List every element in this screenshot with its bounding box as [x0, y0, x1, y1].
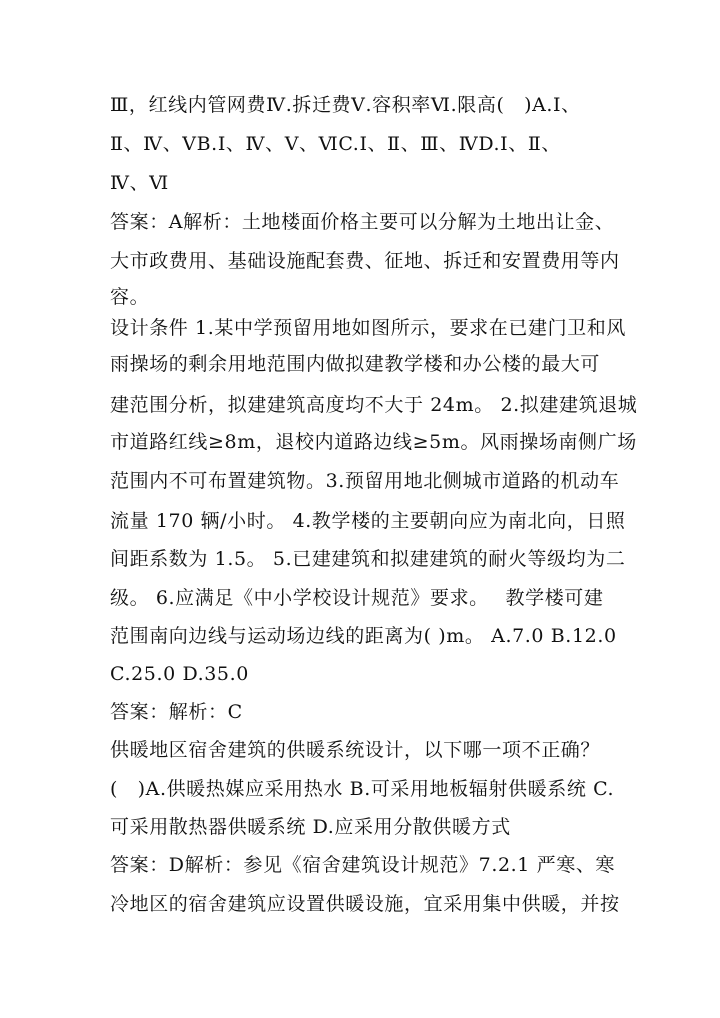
text-line: 可采用散热器供暖系统 D.应采用分散供暖方式 [110, 816, 511, 838]
text-line: 答案：D解析：参见《宿舍建筑设计规范》7.2.1 严寒、寒 [110, 854, 616, 876]
text-line: 建范围分析，拟建建筑高度均不大于 24m。 2.拟建建筑退城 [110, 394, 638, 416]
text-line: 冷地区的宿舍建筑应设置供暖设施，宜采用集中供暖，并按 [110, 893, 620, 915]
text-line: 范围内不可布置建筑物。3.预留用地北侧城市道路的机动车 [110, 470, 620, 492]
text-line: Ⅲ，红线内管网费Ⅳ.拆迁费Ⅴ.容积率Ⅵ.限高( )A.Ⅰ、 [110, 94, 581, 116]
text-line: 市道路红线≥8m，退校内道路边线≥5m。风雨操场南侧广场 [110, 431, 637, 453]
text-line: 级。 6.应满足《中小学校设计规范》要求。 教学楼可建 [110, 587, 604, 609]
text-line: 容。 [110, 286, 150, 308]
text-line: 答案：A解析：土地楼面价格主要可以分解为土地出让金、 [110, 211, 615, 233]
text-line: 大市政费用、基础设施配套费、征地、拆迁和安置费用等内 [110, 250, 620, 272]
text-line: 设计条件 1.某中学预留用地如图所示，要求在已建门卫和风 [110, 317, 626, 339]
text-line: 范围南向边线与运动场边线的距离为( )m。 A.7.0 B.12.0 [110, 625, 617, 647]
text-line: 答案：解析：C [110, 701, 243, 723]
text-line: 间距系数为 1.5。 5.已建建筑和拟建建筑的耐火等级均为二 [110, 548, 626, 570]
text-line: 流量 170 辆/小时。 4.教学楼的主要朝向应为南北向，日照 [110, 510, 626, 532]
text-line: Ⅱ、Ⅳ、ⅤB.Ⅰ、Ⅳ、Ⅴ、ⅥC.Ⅰ、Ⅱ、Ⅲ、ⅣD.Ⅰ、Ⅱ、 [110, 133, 561, 155]
text-line: 雨操场的剩余用地范围内做拟建教学楼和办公楼的最大可 [110, 353, 601, 375]
text-line: Ⅳ、Ⅵ [110, 172, 169, 194]
text-line: ( )A.供暖热媒应采用热水 B.可采用地板辐射供暖系统 C. [110, 778, 615, 800]
text-line: 供暖地区宿舍建筑的供暖系统设计，以下哪一项不正确？ [110, 739, 601, 761]
text-line: C.25.0 D.35.0 [110, 663, 249, 685]
